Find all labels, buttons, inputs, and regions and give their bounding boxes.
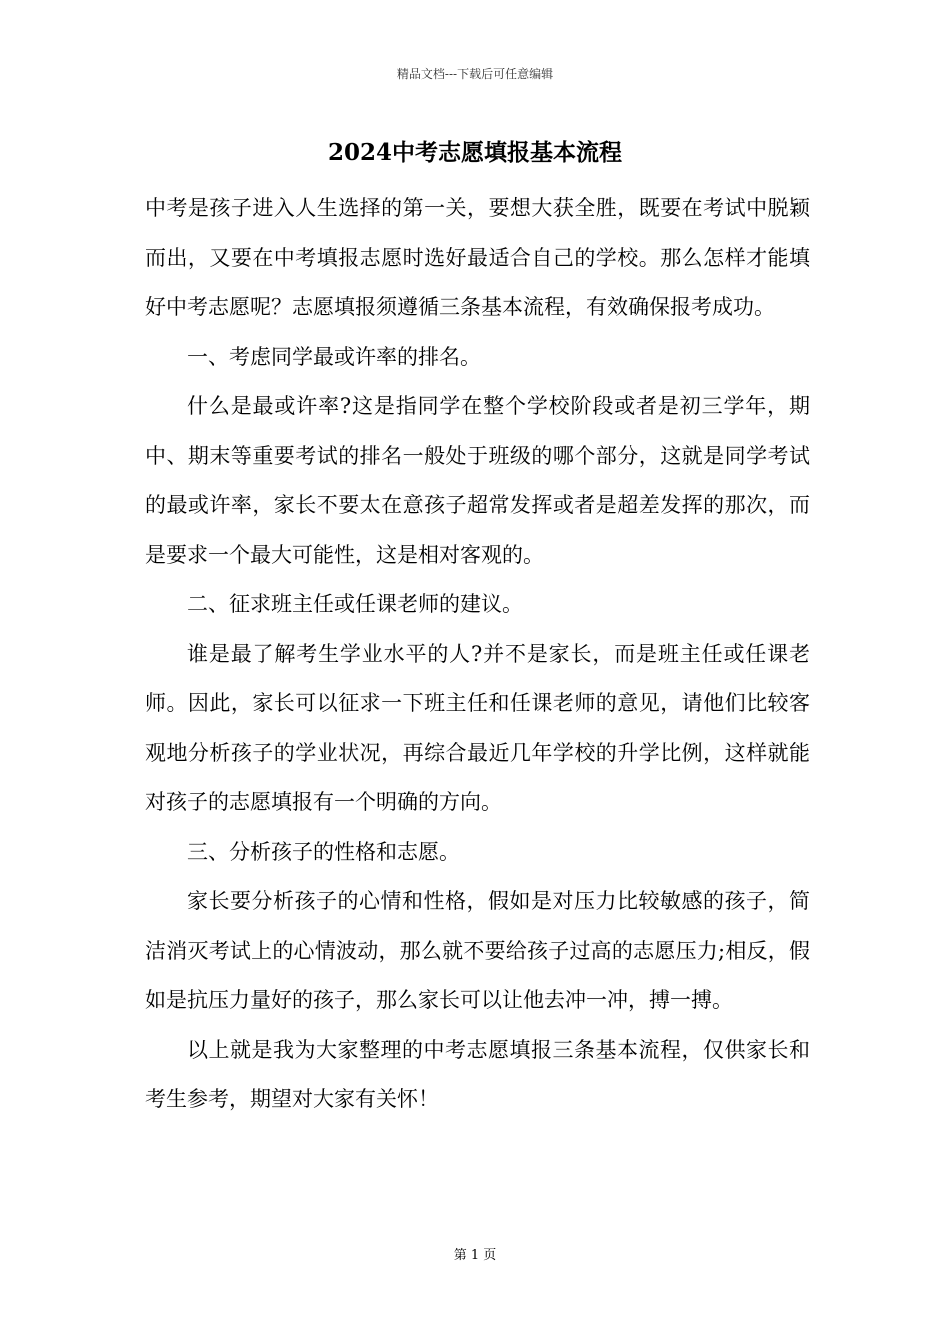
page-header: 精品文档---下载后可任意编辑: [396, 67, 554, 81]
section-paragraph-2: 谁是最了解考生学业水平的人?并不是家长，而是班主任或任课老师。因此，家长可以征求一下班主任和任课老师的意见，请他们比较客观地分析孩子的学业状况，再综合最近几年学校的升学比例，这样就能对孩子的志愿填报有一个明确的方向。: [145, 641, 810, 814]
section-paragraph-3: 家长要分析孩子的心情和性格，假如是对压力比较敏感的孩子，简洁消灭考试上的心情波动，那么就不要给孩子过高的志愿压力;相反，假如是抗压力量好的孩子，那么家长可以让他去冲一冲，搏一搏。: [145, 889, 810, 1012]
section-paragraph-1: 什么是最或许率?这是指同学在整个学校阶段或者是初三学年，期中、期末等重要考试的排名一般处于班级的哪个部分，这就是同学考试的最或许率，家长不要太在意孩子超常发挥或者是超差发挥的那次，而是要求一个最大可能性，这是相对客观的。: [145, 394, 810, 567]
closing-paragraph: 以上就是我为大家整理的中考志愿填报三条基本流程，仅供家长和考生参考，期望对大家有关怀！: [145, 1037, 810, 1111]
section-heading-3: 三、分析孩子的性格和志愿。: [187, 839, 460, 864]
document-title: 2024中考志愿填报基本流程: [327, 139, 622, 166]
document-body: [145, 184, 810, 1125]
page-number: 第 1 页: [453, 1248, 497, 1263]
section-heading-2: 二、征求班主任或任课老师的建议。: [187, 592, 523, 616]
section-heading-1: 一、考虑同学最或许率的排名。: [187, 344, 481, 369]
intro-paragraph: 中考是孩子进入人生选择的第一关，要想大获全胜，既要在考试中脱颖而出，又要在中考填报志愿时选好最适合自己的学校。那么怎样才能填好中考志愿呢？志愿填报须遵循三条基本流程，有效确保报考成功。: [145, 196, 810, 319]
